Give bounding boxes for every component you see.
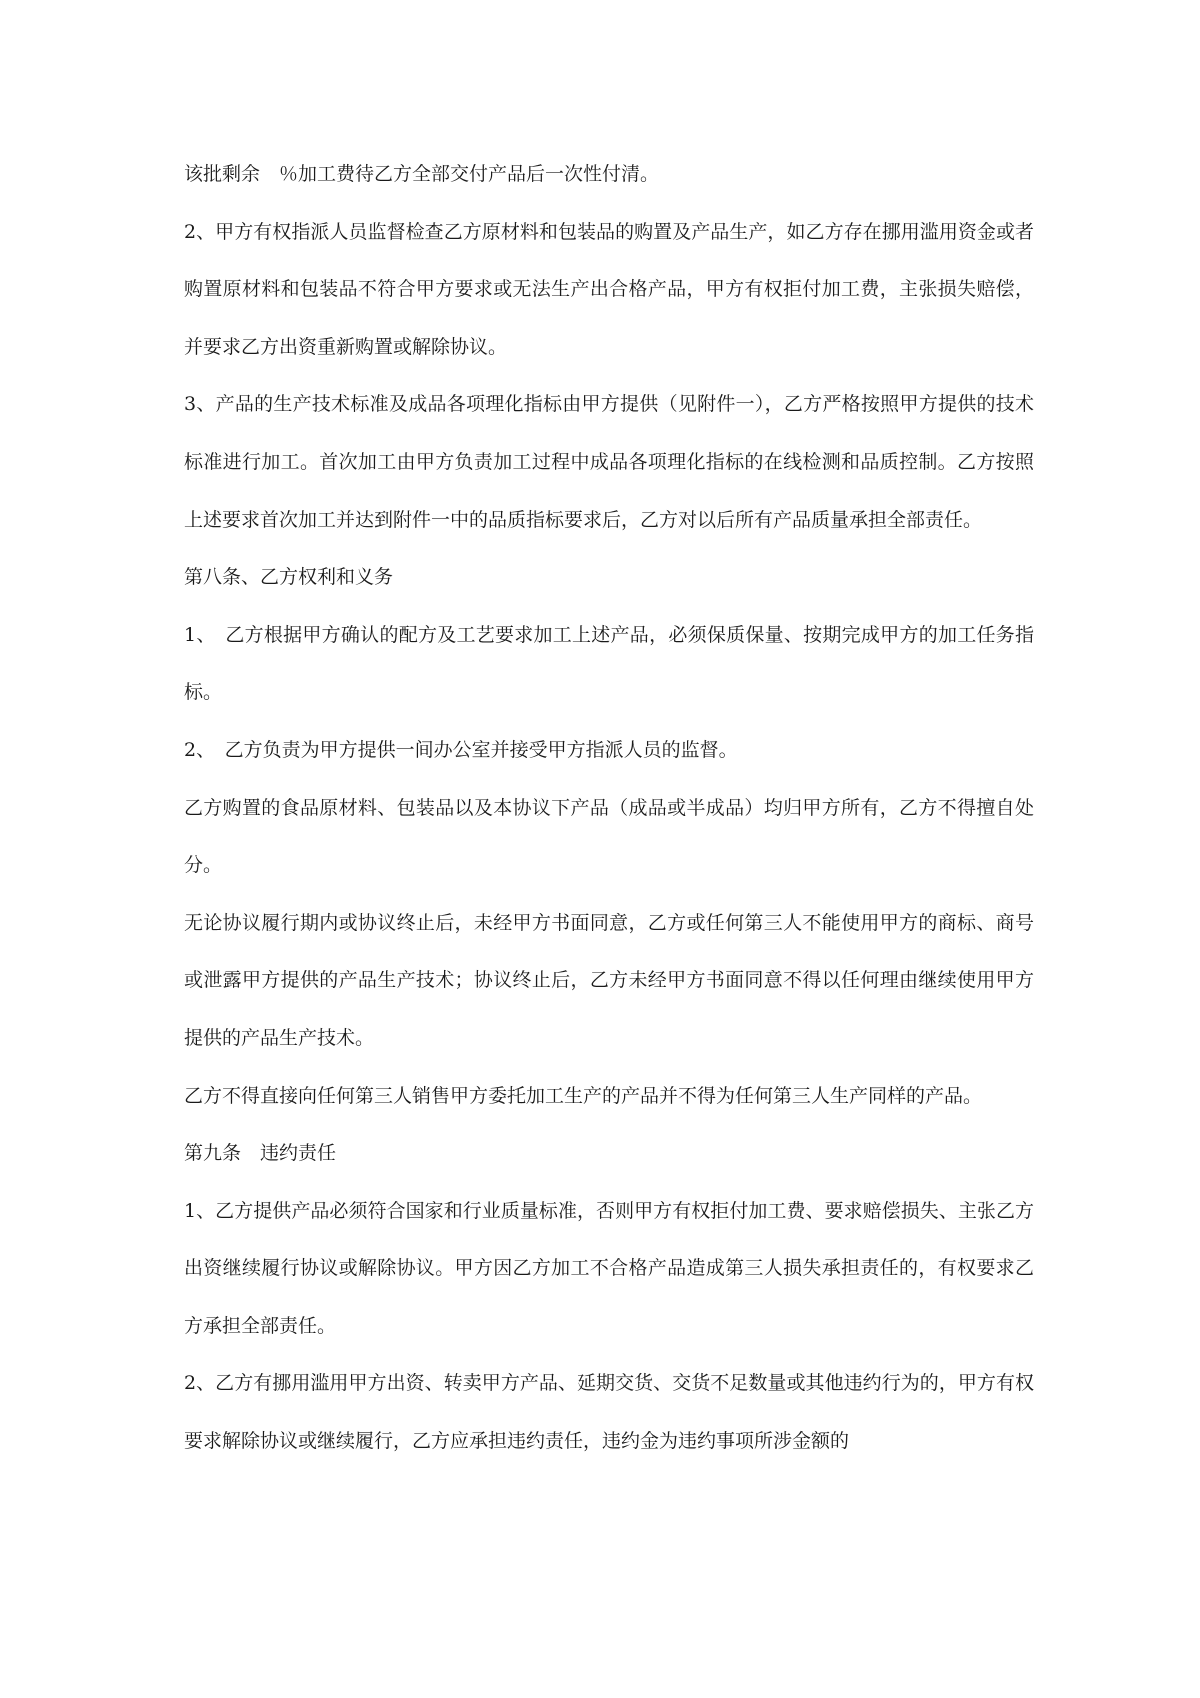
paragraph-clause-7-3: 3、产品的生产技术标准及成品各项理化指标由甲方提供（见附件一），乙方严格按照甲方提供的技术标准进行加工。首次加工由甲方负责加工过程中成品各项理化指标的在线检测和品质控制。乙方按照上述要求首次加工并达到附件一中的品质指标要求后，乙方对以后所有产品质量承担全部责任。 [184,393,1034,531]
paragraph-clause-9-2: 2、乙方有挪用滥用甲方出资、转卖甲方产品、延期交货、交货不足数量或其他违约行为的，甲方有权要求解除协议或继续履行，乙方应承担违约责任，违约金为违约事项所涉金额的 [184,1372,1034,1453]
paragraph-remaining-fee: 该批剩余 ％加工费待乙方全部交付产品后一次性付清。 [184,163,660,185]
document-body [184,146,1034,1471]
paragraph-clause-8-3: 乙方购置的食品原材料、包装品以及本协议下产品（成品或半成品）均归甲方所有，乙方不得擅自处分。 [184,796,1034,877]
section-heading-article-8: 第八条、乙方权利和义务 [184,566,394,589]
paragraph-clause-8-1: 1、 乙方根据甲方确认的配方及工艺要求加工上述产品，必须保质保量、按期完成甲方的加工任务指标。 [184,623,1034,704]
paragraph-clause-8-2: 2、 乙方负责为甲方提供一间办公室并接受甲方指派人员的监督。 [184,738,738,761]
paragraph-clause-8-5: 乙方不得直接向任何第三人销售甲方委托加工生产的产品并不得为任何第三人生产同样的产品。 [184,1084,983,1107]
paragraph-clause-8-4: 无论协议履行期内或协议终止后，未经甲方书面同意，乙方或任何第三人不能使用甲方的商标、商号或泄露甲方提供的产品生产技术；协议终止后，乙方未经甲方书面同意不得以任何理由继续使用甲方提供的产品生产技术。 [184,911,1034,1049]
paragraph-clause-9-1: 1、乙方提供产品必须符合国家和行业质量标准，否则甲方有权拒付加工费、要求赔偿损失、主张乙方出资继续履行协议或解除协议。甲方因乙方加工不合格产品造成第三人损失承担责任的，有权要求乙方承担全部责任。 [184,1199,1034,1337]
section-heading-article-9: 第九条 违约责任 [184,1142,337,1165]
paragraph-clause-7-2: 2、甲方有权指派人员监督检查乙方原材料和包装品的购置及产品生产，如乙方存在挪用滥用资金或者购置原材料和包装品不符合甲方要求或无法生产出合格产品，甲方有权拒付加工费，主张损失赔偿，并要求乙方出资重新购置或解除协议。 [184,220,1034,358]
